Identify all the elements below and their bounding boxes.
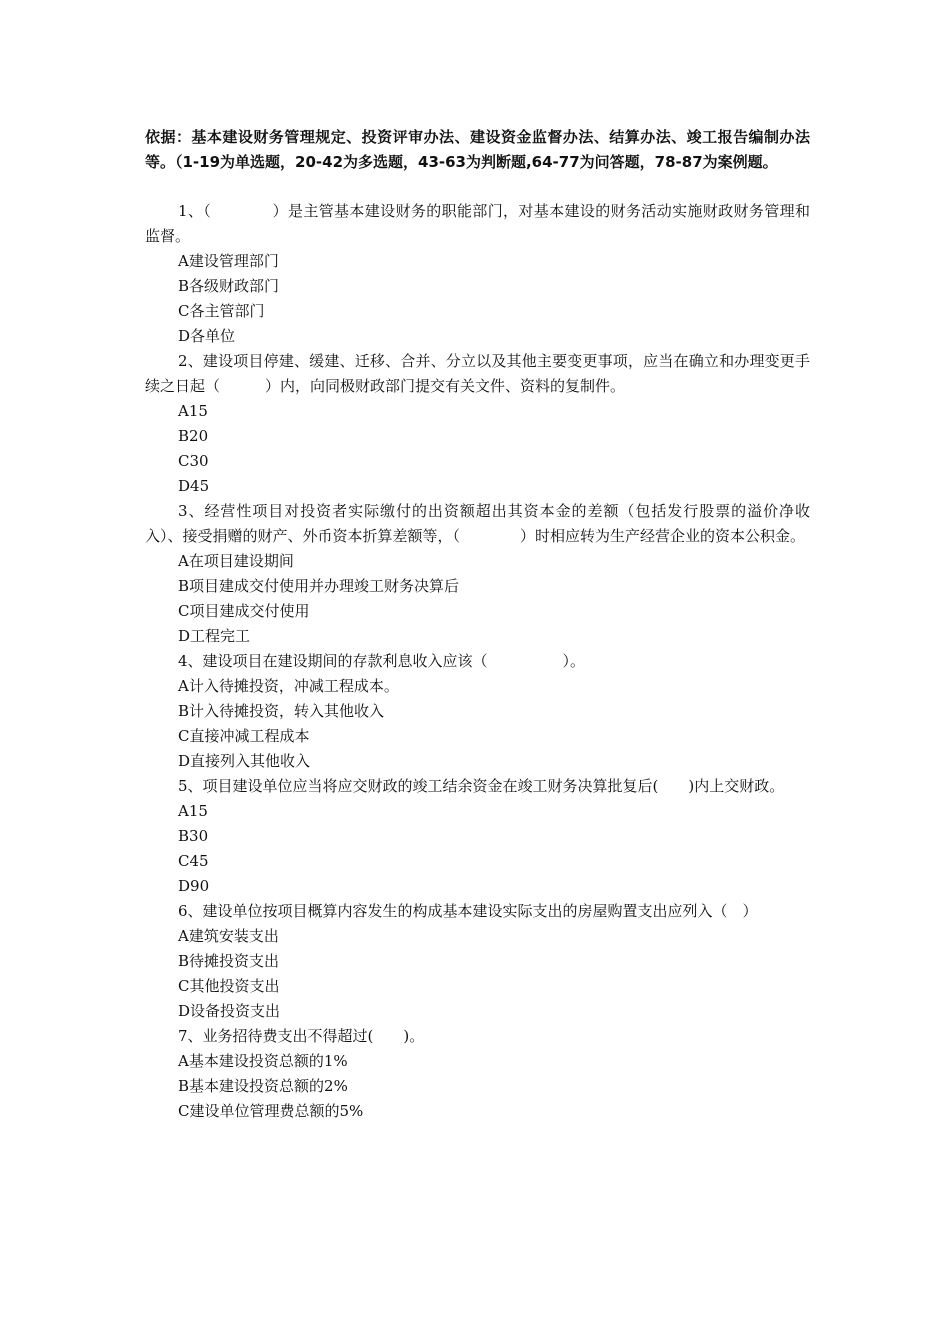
question-6 xyxy=(145,899,810,1024)
answer-option: B基本建设投资总额的2% xyxy=(178,1077,348,1095)
answer-option: D各单位 xyxy=(178,327,236,345)
answer-option: C建设单位管理费总额的5% xyxy=(178,1102,364,1120)
question-stem: 4、建设项目在建设期间的存款利息收入应该（ ）。 xyxy=(178,652,586,670)
answer-option: C直接冲减工程成本 xyxy=(178,727,310,745)
answer-option: A15 xyxy=(178,402,208,420)
answer-option: A在项目建设期间 xyxy=(178,552,294,570)
answer-option: B项目建成交付使用并办理竣工财务决算后 xyxy=(178,577,460,595)
question-list xyxy=(145,199,810,1124)
question-stem: 3、经营性项目对投资者实际缴付的出资额超出其资本金的差额（包括发行股票的溢价净收入）、接受捐赠的财产、外币资本折算差额等，（ ）时相应转为生产经营企业的资本公积金。 xyxy=(145,502,810,545)
question-stem: 5、项目建设单位应当将应交财政的竣工结余资金在竣工财务决算批复后( )内上交财政。 xyxy=(178,777,785,795)
answer-option: C项目建成交付使用 xyxy=(178,602,310,620)
answer-option: C其他投资支出 xyxy=(178,977,280,995)
question-7 xyxy=(145,1024,810,1124)
answer-option: A15 xyxy=(178,802,208,820)
answer-option: D工程完工 xyxy=(178,627,251,645)
question-5 xyxy=(145,774,810,899)
answer-option: C各主管部门 xyxy=(178,302,265,320)
answer-option: A建设管理部门 xyxy=(178,252,279,270)
answer-option: B各级财政部门 xyxy=(178,277,280,295)
answer-option: A计入待摊投资，冲减工程成本。 xyxy=(178,677,399,695)
answer-option: D设备投资支出 xyxy=(178,1002,281,1020)
answer-option: C30 xyxy=(178,452,209,470)
question-2 xyxy=(145,349,810,499)
question-stem: 7、业务招待费支出不得超过( )。 xyxy=(178,1027,425,1045)
intro-paragraph: 依据：基本建设财务管理规定、投资评审办法、建设资金监督办法、结算办法、竣工报告编制办法等。（1-19为单选题，20-42为多选题，43-63为判断题,64-77为问答题，78-87为案例题。 xyxy=(145,128,810,171)
question-3 xyxy=(145,499,810,649)
question-stem: 2、建设项目停建、缓建、迁移、合并、分立以及其他主要变更事项，应当在确立和办理变更手续之日起（ ）内，向同极财政部门提交有关文件、资料的复制件。 xyxy=(145,352,810,395)
answer-option: C45 xyxy=(178,852,209,870)
question-stem: 6、建设单位按项目概算内容发生的构成基本建设实际支出的房屋购置支出应列入（ ） xyxy=(178,902,758,920)
answer-option: B待摊投资支出 xyxy=(178,952,280,970)
question-stem: 1、（ ）是主管基本建设财务的职能部门，对基本建设的财务活动实施财政财务管理和监督。 xyxy=(145,202,810,245)
answer-option: B20 xyxy=(178,427,209,445)
answer-option: D90 xyxy=(178,877,210,895)
document-page xyxy=(145,125,810,1124)
question-4 xyxy=(145,649,810,774)
answer-option: A建筑安装支出 xyxy=(178,927,279,945)
answer-option: D45 xyxy=(178,477,210,495)
question-1 xyxy=(145,199,810,349)
answer-option: A基本建设投资总额的1% xyxy=(178,1052,348,1070)
answer-option: D直接列入其他收入 xyxy=(178,752,311,770)
answer-option: B30 xyxy=(178,827,209,845)
answer-option: B计入待摊投资，转入其他收入 xyxy=(178,702,385,720)
